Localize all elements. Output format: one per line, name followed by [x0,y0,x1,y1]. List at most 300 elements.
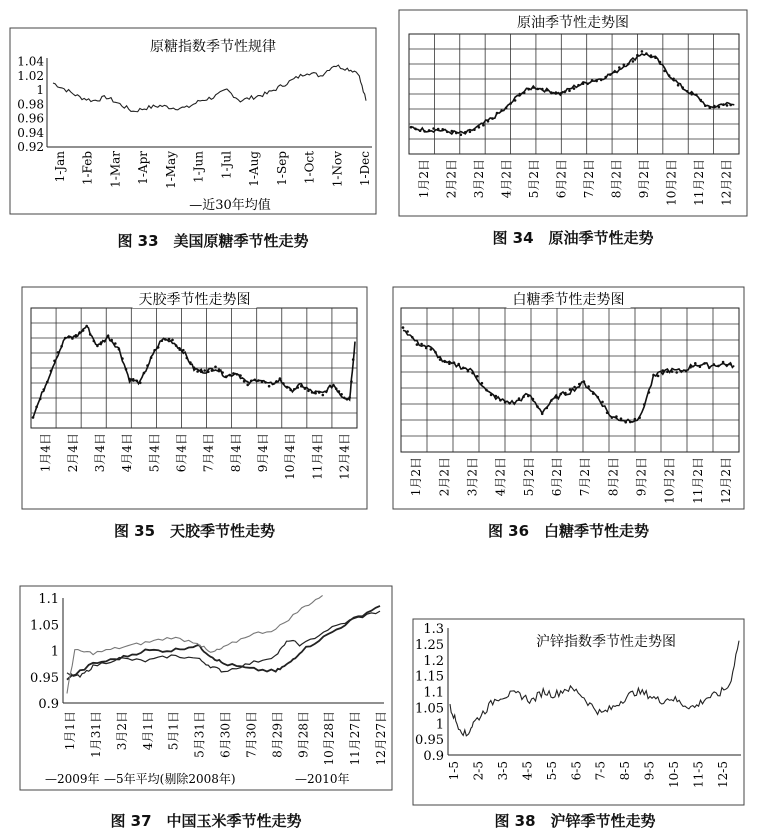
data-point [532,398,535,401]
data-point [118,348,121,351]
data-point [671,370,674,373]
y-tick-label-4-4: 0.9 [38,697,59,712]
x-tick-label-1-9: 10月2日 [664,159,679,206]
data-point [96,345,99,348]
data-point [246,384,249,387]
data-point [471,372,474,375]
data-point [207,370,210,373]
data-point [186,357,189,360]
data-point [430,348,433,351]
chart-caption-5: 图 38 沪锌季节性走势 [494,812,656,830]
x-tick-label-5-4: 5-5 [544,761,559,781]
x-tick-label-2-6: 7月4日 [201,433,216,473]
x-tick-label-3-3: 4月2日 [493,457,508,497]
data-point [638,416,641,419]
data-point [196,370,199,373]
data-point [518,397,521,400]
data-point [578,383,581,386]
data-point [139,382,142,385]
x-tick-label-0-11: 1-Dec [358,151,372,187]
data-point [143,372,146,375]
x-tick-label-2-7: 8月4日 [228,433,243,473]
data-point [546,407,549,410]
data-point [268,385,271,388]
data-point [161,339,164,342]
data-point [500,109,503,112]
x-tick-label-5-9: 10-5 [667,761,682,788]
data-point [460,133,463,136]
y-tick-label-5-4: 1.1 [423,685,444,701]
data-point [71,337,74,340]
data-point [261,381,264,384]
data-point [419,129,422,132]
data-point [279,377,282,380]
data-point [406,330,409,333]
data-point [114,342,117,345]
data-point [641,50,644,53]
data-point [178,348,181,351]
x-tick-label-2-10: 11月4日 [310,433,325,480]
data-point [555,396,558,399]
data-point [32,416,35,419]
x-tick-label-1-2: 3月2日 [471,159,486,199]
data-point [573,87,576,90]
y-tick-label-5-6: 1 [435,717,444,733]
x-tick-label-3-10: 11月2日 [690,457,705,504]
data-point [348,396,351,399]
data-point [50,370,53,373]
chart-title-2: 天胶季节性走势图 [138,292,251,308]
x-tick-label-4-9: 9月28日 [296,711,311,758]
data-point [704,104,707,107]
data-point [286,386,289,389]
data-point [164,338,167,341]
data-point [107,335,110,338]
x-tick-label-5-3: 4-5 [520,761,535,781]
x-tick-label-3-7: 8月2日 [606,457,621,497]
data-point [157,346,160,349]
data-point [425,347,428,350]
x-tick-label-3-1: 2月2日 [437,457,452,497]
data-point [243,380,246,383]
data-point [322,394,325,397]
data-point [329,385,332,388]
data-point [541,413,544,416]
y-tick-label-5-5: 1.05 [415,701,444,717]
data-point [338,390,341,393]
data-point [509,102,512,105]
data-point [518,93,521,96]
x-tick-label-0-10: 1-Nov [330,151,345,188]
y-tick-label-4-1: 1.05 [30,618,59,634]
y-tick-label-0-3: 0.98 [17,97,44,112]
data-point [485,389,488,392]
x-tick-label-3-4: 5月2日 [521,457,536,497]
x-tick-label-3-0: 1月2日 [409,457,424,497]
data-point [57,351,60,354]
data-point [150,356,153,359]
data-point [490,394,493,397]
x-tick-label-0-3: 1-Apr [136,151,151,185]
data-point [680,370,683,373]
data-point [46,381,49,384]
data-point [604,76,607,79]
data-point [423,130,426,133]
x-tick-label-0-4: 1-May [163,151,178,189]
chart-frame-4 [20,586,392,790]
data-point [722,361,725,364]
data-point [690,93,693,96]
y-tick-label-0-2: 1 [36,83,44,98]
data-point [505,107,508,110]
series-markers-3 [402,326,732,423]
data-point [546,89,549,92]
data-point [568,89,571,92]
series-line-4-1 [67,606,380,680]
data-point [726,104,729,107]
data-point [464,131,467,134]
data-point [300,385,303,388]
data-point [491,117,494,120]
data-point [508,402,511,405]
data-point [103,340,106,343]
data-point [582,82,585,85]
x-tick-label-5-2: 3-5 [495,761,510,781]
data-point [453,361,456,364]
data-point [325,390,328,393]
x-tick-label-0-1: 1-Feb [80,151,95,186]
data-point [668,74,671,77]
data-point [451,130,454,133]
y-tick-label-5-3: 1.15 [415,669,444,685]
data-point [718,106,721,109]
data-point [469,131,472,134]
data-point [634,418,637,421]
data-point [352,358,355,361]
data-point [275,381,278,384]
x-tick-label-3-5: 6月2日 [549,457,564,497]
data-point [573,386,576,389]
chart-title-1: 原油季节性走势图 [517,15,629,31]
data-point [297,386,300,389]
data-point [685,370,688,373]
data-point [432,127,435,130]
data-point [350,380,353,383]
x-tick-label-4-11: 11月27日 [348,711,363,766]
x-tick-label-5-6: 7-5 [593,761,608,781]
data-point [513,402,516,405]
data-point [695,94,698,97]
x-tick-label-2-0: 1月4日 [38,433,53,473]
x-tick-label-1-4: 5月2日 [526,159,541,199]
data-point [346,398,349,401]
x-tick-label-1-0: 1月2日 [416,159,431,199]
data-point [125,368,128,371]
data-point [193,366,196,369]
data-point [89,333,92,336]
data-point [476,375,479,378]
data-point [717,365,720,368]
y-tick-label-4-3: 0.95 [30,670,59,686]
data-point [467,370,470,373]
data-point [473,128,476,131]
data-point [550,399,553,402]
y-tick-label-5-1: 1.25 [415,637,444,653]
data-point [632,60,635,63]
x-tick-label-2-1: 2月4日 [65,433,80,473]
x-tick-label-0-6: 1-Jul [219,151,234,180]
data-point [722,103,725,106]
chart-title-0: 原糖指数季节性规律 [150,39,276,55]
series-markers-1 [410,50,732,136]
data-point [82,329,85,332]
data-point [703,362,706,365]
x-tick-label-0-7: 1-Aug [247,151,262,187]
y-tick-label-0-0: 1.04 [17,54,44,69]
data-point [487,120,490,123]
data-point [128,378,131,381]
data-point [681,86,684,89]
data-point [504,401,507,404]
data-point [709,106,712,109]
x-tick-label-1-7: 8月2日 [609,159,624,199]
data-point [700,99,703,102]
data-point [68,336,71,339]
data-point [455,132,458,135]
data-point [264,381,267,384]
data-point [110,339,113,342]
data-point [434,351,437,354]
data-point [559,393,562,396]
x-tick-label-1-11: 12月2日 [719,159,734,206]
x-tick-label-5-11: 12-5 [716,761,730,788]
data-point [609,73,612,76]
data-point [666,371,669,374]
y-tick-label-5-0: 1.3 [423,622,444,637]
data-point [496,112,499,115]
series-line-0 [53,65,366,112]
data-point [627,63,630,66]
data-point [78,332,81,335]
data-point [650,54,653,57]
data-point [293,388,296,391]
legend-4-2: —2010年 [295,772,350,786]
data-point [478,126,481,129]
x-tick-label-1-3: 4月2日 [499,159,514,199]
data-point [729,104,732,107]
data-point [416,343,419,346]
chart-caption-1: 图 34 原油季节性走势 [492,229,654,247]
chart-caption-4: 图 37 中国玉米季节性走势 [110,812,302,830]
data-point [282,382,285,385]
data-point [536,405,539,408]
data-point [428,129,431,132]
data-point [636,54,639,57]
series-markers-2 [32,325,355,419]
data-point [591,79,594,82]
data-point [448,362,451,365]
data-point [514,99,517,102]
data-point [221,371,224,374]
data-point [659,61,662,64]
x-tick-label-3-2: 3月2日 [465,456,480,497]
x-tick-label-2-8: 9月4日 [255,433,270,473]
data-point [307,390,310,393]
data-point [136,380,139,383]
series-line-4-0 [67,611,380,677]
data-point [686,90,689,93]
data-point [168,338,171,341]
y-tick-label-0-6: 0.92 [17,140,44,154]
data-point [592,392,595,395]
x-tick-label-5-5: 6-5 [569,761,584,781]
data-point [311,391,314,394]
x-tick-label-0-8: 1-Sep [274,151,289,186]
x-tick-label-4-7: 7月30日 [244,711,259,758]
data-point [437,128,440,131]
data-point [713,105,716,108]
data-point [611,416,614,419]
data-point [175,344,178,347]
x-tick-label-4-5: 5月31日 [192,711,207,758]
data-point [677,84,680,87]
legend-4-1: —5年平均(剔除2008年) [104,772,236,786]
legend-0: —近30年均值 [189,198,271,213]
data-point [482,124,485,127]
x-tick-label-0-0: 1-Jan [53,151,67,183]
data-point [564,392,567,395]
data-point [689,366,692,369]
chart-title-3: 白糖季节性走势图 [512,292,625,308]
data-point [694,362,697,365]
data-point [214,366,217,369]
x-tick-label-4-1: 1月31日 [88,711,103,758]
data-point [411,336,414,339]
data-point [624,421,627,424]
data-point [42,388,45,391]
x-tick-label-2-3: 4月4日 [120,433,135,473]
data-point [541,88,544,91]
x-tick-label-2-5: 6月4日 [174,433,189,473]
plot-area-3 [401,308,739,452]
x-tick-label-4-8: 8月29日 [270,711,285,758]
x-tick-label-3-11: 12月2日 [718,457,733,504]
data-point [439,358,442,361]
data-point [522,396,525,399]
data-point [203,369,206,372]
data-point [441,128,444,131]
data-point [64,337,67,340]
data-point [271,383,274,386]
data-point [601,401,604,404]
data-point [577,84,580,87]
data-point [446,131,449,134]
data-point [189,361,192,364]
data-point [672,78,675,81]
data-point [537,88,540,91]
data-point [663,70,666,73]
x-tick-label-5-0: 1-5 [447,761,461,781]
data-point [652,374,655,377]
x-tick-label-4-0: 1月1日 [63,711,77,751]
data-point [200,371,203,374]
data-point [499,399,502,402]
data-point [527,88,530,91]
x-tick-label-1-5: 6月2日 [554,159,569,199]
data-point [648,391,651,394]
data-point [304,387,307,390]
chart-caption-0: 图 33 美国原糖季节性走势 [117,232,309,250]
legend-4-0: —2009年 [45,772,100,786]
data-point [85,325,88,328]
data-point [318,391,321,394]
data-point [414,128,417,131]
x-tick-label-4-2: 3月2日 [114,711,129,751]
data-point [618,66,621,69]
data-point [586,83,589,86]
data-point [595,80,598,83]
data-point [100,341,103,344]
data-point [555,91,558,94]
data-point [410,126,413,129]
x-tick-label-3-8: 9月2日 [634,457,649,497]
y-tick-label-5-8: 0.9 [423,749,444,764]
data-point [182,349,185,352]
x-tick-label-0-5: 1-Jun [191,151,206,183]
data-point [523,92,526,95]
data-point [729,363,732,366]
data-point [699,365,702,368]
x-tick-label-2-11: 12月4日 [337,433,352,480]
data-point [569,388,572,391]
y-tick-label-4-2: 1 [50,644,59,660]
x-tick-label-1-1: 2月2日 [444,159,459,199]
data-point [225,375,228,378]
data-point [708,366,711,369]
chart-caption-3: 图 36 白糖季节性走势 [487,522,650,540]
data-point [420,343,423,346]
data-point [654,56,657,59]
data-point [620,417,623,420]
series-line-5 [450,641,739,736]
data-point [583,380,586,383]
data-point [75,334,78,337]
data-point [606,412,609,415]
data-point [289,389,292,392]
y-tick-label-0-1: 1.02 [17,68,44,83]
x-tick-label-2-9: 10月4日 [283,433,298,480]
x-tick-label-4-12: 12月27日 [374,711,388,766]
data-point [623,63,626,66]
data-point [532,86,535,89]
data-point [254,379,257,382]
x-tick-label-5-1: 2-5 [471,761,486,781]
x-tick-label-0-2: 1-Mar [108,151,123,188]
x-tick-label-2-4: 5月4日 [147,433,162,473]
chart-title-5: 沪锌指数季节性走势图 [536,634,676,650]
data-point [615,415,618,418]
data-point [250,380,253,383]
data-point [559,92,562,95]
data-point [662,369,665,372]
data-point [587,385,590,388]
data-point [713,363,716,366]
data-point [236,373,239,376]
chart-frame-0 [10,28,376,214]
data-point [550,91,553,94]
data-point [726,364,729,367]
x-tick-label-5-10: 11-5 [691,761,706,788]
